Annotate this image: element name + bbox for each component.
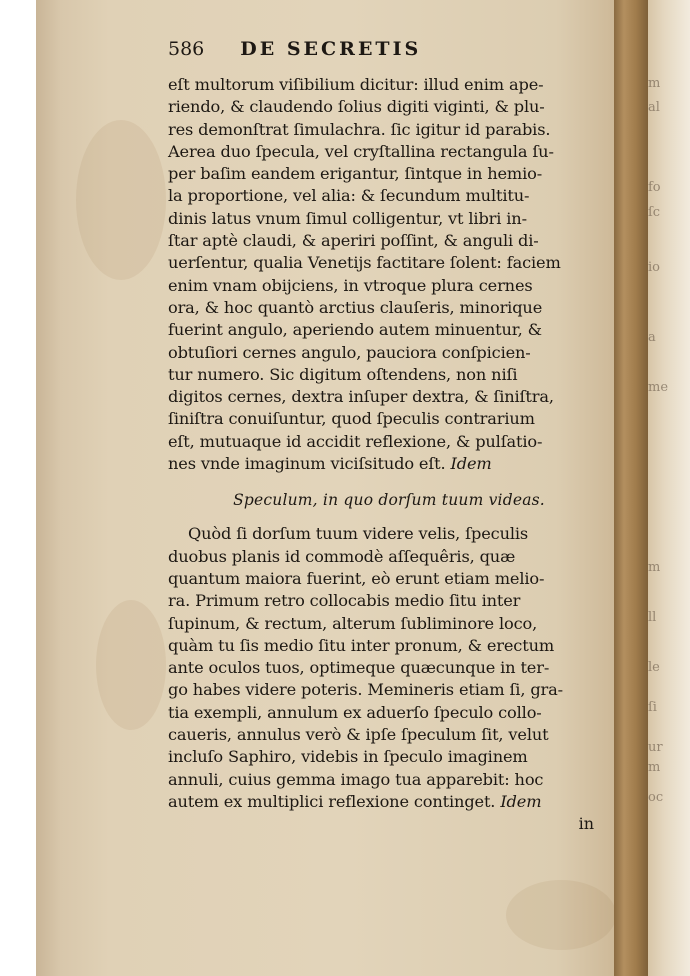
closing-word: Idem: [500, 791, 542, 811]
closing-word: Idem: [450, 454, 492, 474]
text-line: eſt, mutuaque id accidit reflexione, & pulſatio-: [168, 431, 543, 451]
text-line: quantum maiora fuerint, eò erunt etiam melio-: [168, 568, 545, 588]
bleed-through-text: oc: [648, 790, 664, 805]
text-line: enim vnam obijciens, in vtroque plura cernes: [168, 275, 533, 295]
text-line: [168, 791, 598, 813]
paragraph-1: [168, 74, 598, 475]
text-line: fuerint angulo, aperiendo autem minuentur, &: [168, 320, 542, 340]
text-line: Quòd ſi dorſum tuum videre velis, ſpeculis: [188, 524, 529, 544]
text-line: go habes videre poteris. Memineris etiam ſi, gra-: [168, 680, 563, 700]
text-line: duobus planis id commodè aſſequêris, quæ: [168, 546, 516, 566]
line-text: autem ex multiplici reflexione continget.: [168, 791, 496, 811]
text-line: tur numero. Sic digitum oſtendens, non niſi: [168, 364, 518, 384]
text-line: [168, 453, 598, 475]
text-line: tia exempli, annulum ex aduerſo ſpeculo collo-: [168, 702, 542, 722]
text-line: digitos cernes, dextra inſuper dextra, & ſiniſtra,: [168, 387, 554, 407]
bleed-through-text: m: [648, 760, 661, 775]
catchword: in: [578, 814, 594, 834]
bleed-through-text: m: [648, 76, 661, 91]
bleed-through-text: m: [648, 560, 661, 575]
bleed-through-text: a: [648, 330, 656, 345]
text-line: ra. Primum retro collocabis medio ſitu inter: [168, 591, 521, 611]
section-heading: Speculum, in quo dorſum tuum videas.: [233, 491, 545, 510]
text-line: la proportione, vel alia: & ſecundum multitu-: [168, 186, 530, 206]
bleed-through-text: ll: [648, 610, 657, 625]
bleed-through-text: io: [648, 260, 660, 275]
running-title: DE SECRETIS: [240, 38, 422, 60]
text-line: ſtar aptè claudi, & aperiri poſſint, & anguli di-: [168, 231, 539, 251]
text-line: caueris, annulus verò & ipſe ſpeculum ſit, velut: [168, 725, 549, 745]
text-line: ante oculos tuos, optimeque quæcunque in ter-: [168, 658, 550, 678]
paper-stain: [76, 120, 166, 280]
text-line: Aerea duo ſpecula, vel cryſtallina rectangula ſu-: [168, 141, 554, 161]
page-text: [168, 38, 598, 835]
bleed-through-text: le: [648, 660, 660, 675]
page-number: 586: [168, 38, 205, 60]
bleed-through-text: me: [648, 380, 669, 395]
paragraph-2: [168, 523, 598, 813]
text-line: obtuſiori cernes angulo, pauciora conſpicien-: [168, 342, 531, 362]
text-line: eſt multorum viſibilium dicitur: illud enim ape-: [168, 75, 544, 94]
bleed-through-text: al: [648, 100, 660, 115]
bleed-through-text: ſi: [648, 700, 657, 715]
bleed-through-text: fo: [648, 180, 661, 195]
line-text: nes vnde imaginum viciſsitudo eſt.: [168, 454, 446, 474]
paper-stain: [506, 880, 616, 950]
text-line: per baſim eandem erigantur, ſintque in hemio-: [168, 164, 543, 184]
text-line: uerſentur, qualia Venetijs factitare ſolent: faciem: [168, 253, 561, 273]
bleed-through-text: ur: [648, 740, 663, 755]
running-head: [168, 38, 598, 74]
text-line: dinis latus vnum ſimul colligentur, vt libri in-: [168, 208, 527, 228]
text-line: riendo, & claudendo ſolius digiti viginti, & plu-: [168, 97, 545, 117]
text-line: res demonſtrat ſimulachra. ſic igitur id parabis.: [168, 119, 551, 139]
text-line: ſiniſtra conuiſuntur, quod ſpeculis contrarium: [168, 409, 535, 429]
text-line: ſupinum, & rectum, alterum ſubliminore loco,: [168, 613, 538, 633]
text-line: incluſo Saphiro, videbis in ſpeculo imaginem: [168, 747, 528, 767]
text-line: annuli, cuius gemma imago tua apparebit: hoc: [168, 769, 544, 789]
bleed-through-text: ſc: [648, 205, 661, 220]
text-line: quàm tu ſis medio ſitu inter pronum, & erectum: [168, 635, 555, 655]
facing-page-edge: [648, 0, 690, 976]
text-line: ora, & hoc quantò arctius clauſeris, minorique: [168, 297, 543, 317]
paper-stain: [96, 600, 166, 730]
